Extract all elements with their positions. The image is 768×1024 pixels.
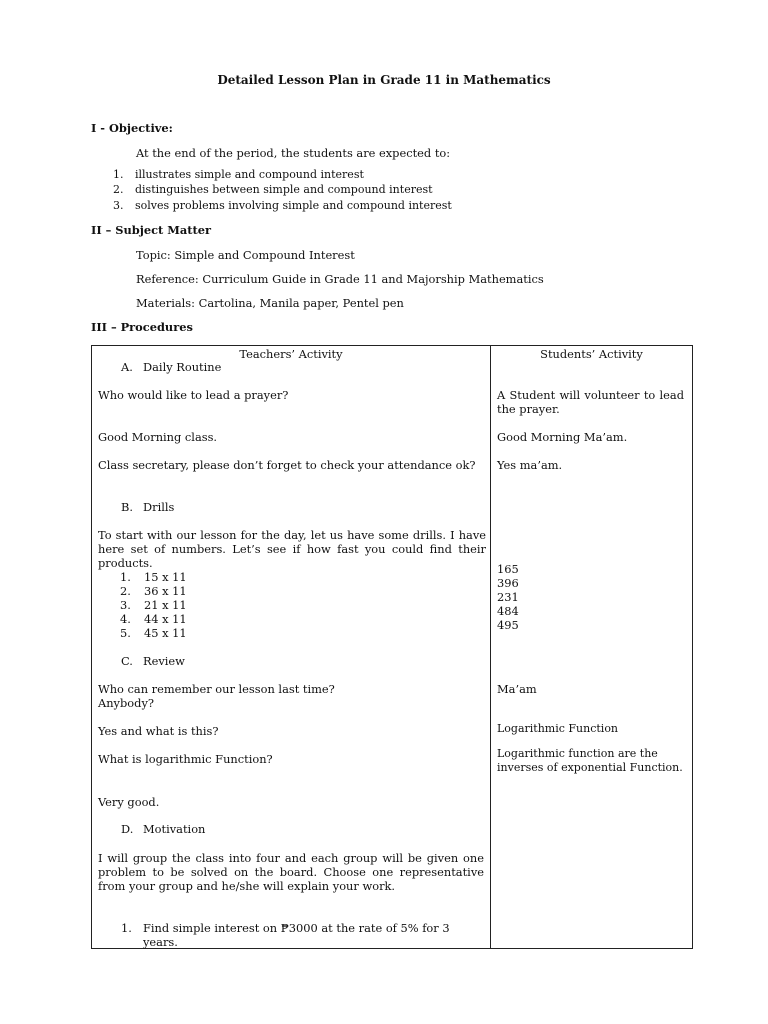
list-item: 231: [497, 590, 519, 604]
section-a-title: Daily Routine: [143, 360, 222, 374]
student-prayer-response: A Student will volunteer to lead the prayer.: [497, 388, 684, 416]
list-item: 1. 15 x 11: [120, 570, 187, 584]
review-question: Who can remember our lesson last time?: [98, 682, 335, 696]
objective-heading: I - Objective:: [91, 121, 173, 135]
secretary-instruction: Class secretary, please don’t forget to check your attendance ok?: [98, 458, 476, 472]
list-item: 4. 44 x 11: [120, 612, 187, 626]
student-log-function: Logarithmic Function: [497, 722, 619, 735]
subject-matter-heading: II – Subject Matter: [91, 223, 212, 237]
student-activity-header: Students’ Activity: [540, 347, 643, 361]
prayer-question: Who would like to lead a prayer?: [98, 388, 289, 402]
list-item: 5. 45 x 11: [120, 626, 187, 640]
student-maam: Ma’am: [497, 682, 537, 696]
section-a-label: A.: [121, 360, 133, 374]
review-question-followup: Anybody?: [98, 696, 154, 710]
section-d-label: D.: [121, 822, 134, 836]
section-c-label: C.: [121, 654, 133, 668]
problem-text-continued: years.: [143, 935, 178, 949]
teacher-activity-column: [92, 346, 491, 949]
objective-list: [113, 168, 513, 214]
section-b-label: B.: [121, 500, 133, 514]
teacher-activity-header: Teachers’ Activity: [239, 347, 343, 361]
list-item: 1. illustrates simple and compound interest: [113, 168, 364, 181]
greeting-text: Good Morning class.: [98, 430, 218, 444]
objective-intro: At the end of the period, the students are expected to:: [136, 146, 451, 160]
list-item: 165: [497, 562, 519, 576]
problem-number: 1.: [121, 921, 132, 935]
student-activity-column: [491, 346, 693, 949]
motivation-text: I will group the class into four and each group will be given one problem to be solved on the board. Choose one representative from your group and he/she will explain your work.: [98, 851, 484, 893]
materials-line: Materials: Cartolina, Manila paper, Pentel pen: [136, 296, 404, 310]
student-log-definition: Logarithmic function are the inverses of exponential Function.: [497, 747, 683, 774]
review-question-what: Yes and what is this?: [98, 724, 219, 738]
list-item: 484: [497, 604, 519, 618]
document-title: Detailed Lesson Plan in Grade 11 in Mathematics: [217, 73, 551, 87]
review-question-log: What is logarithmic Function?: [98, 752, 273, 766]
section-d-title: Motivation: [143, 822, 206, 836]
topic-line: Topic: Simple and Compound Interest: [136, 248, 355, 262]
very-good-text: Very good.: [98, 795, 160, 809]
student-greeting: Good Morning Ma’am.: [497, 430, 628, 444]
section-c-title: Review: [143, 654, 185, 668]
list-item: 396: [497, 576, 519, 590]
procedures-table: [91, 345, 693, 949]
section-b-title: Drills: [143, 500, 175, 514]
procedures-heading: III – Procedures: [91, 320, 193, 334]
drill-intro: To start with our lesson for the day, let us have some drills. I have here set of numbers. Let’s see if how fast you could find their products.: [98, 528, 486, 570]
list-item: 495: [497, 618, 519, 632]
reference-line: Reference: Curriculum Guide in Grade 11 and Majorship Mathematics: [136, 272, 544, 286]
problem-text: Find simple interest on ₱3000 at the rate of 5% for 3: [143, 921, 450, 935]
list-item: 2. 36 x 11: [120, 584, 187, 598]
student-yes: Yes ma’am.: [497, 458, 563, 472]
list-item: 3. solves problems involving simple and compound interest: [113, 198, 452, 212]
list-item: 2. distinguishes between simple and compound interest: [113, 183, 433, 197]
list-item: 3. 21 x 11: [120, 598, 187, 612]
